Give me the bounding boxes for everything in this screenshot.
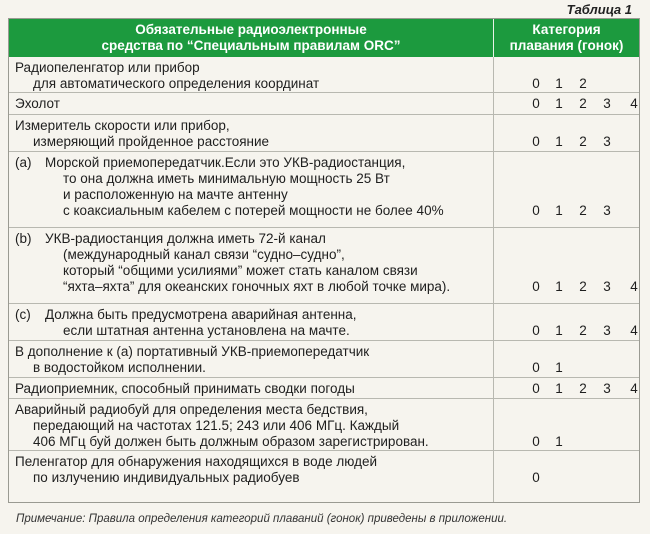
category-cell bbox=[494, 451, 639, 502]
category-value: 0 bbox=[532, 434, 540, 449]
table-row bbox=[9, 57, 639, 93]
category-value: 2 bbox=[579, 323, 587, 338]
table-caption: Таблица 1 bbox=[566, 2, 632, 17]
table-header bbox=[9, 19, 639, 57]
category-cell bbox=[494, 152, 639, 227]
category-value: 1 bbox=[555, 203, 563, 218]
category-cell bbox=[494, 115, 639, 151]
header-category-line2: плавания (гонок) bbox=[509, 38, 624, 53]
description-line: Радиопеленгатор или прибор bbox=[15, 60, 200, 75]
description-line: 406 МГц буй должен быть должным образом зарегистрирован. bbox=[33, 434, 429, 449]
category-cell bbox=[494, 93, 639, 114]
category-value: 3 bbox=[603, 203, 611, 218]
table-row bbox=[9, 93, 639, 115]
description-line: Измеритель скорости или прибор, bbox=[15, 118, 230, 133]
item-marker: (c) bbox=[15, 307, 31, 322]
description-line: Пеленгатор для обнаружения находящихся в воде людей bbox=[15, 454, 378, 469]
description-line: УКВ-радиостанция должна иметь 72-й канал bbox=[45, 231, 326, 246]
description-line: который “общими усилиями” может стать каналом связи bbox=[63, 263, 418, 278]
category-value: 4 bbox=[630, 381, 638, 396]
category-value: 2 bbox=[579, 76, 587, 91]
description-line: с коаксиальным кабелем с потерей мощности не более 40% bbox=[63, 203, 444, 218]
header-equipment-line1: Обязательные радиоэлектронные bbox=[135, 22, 367, 37]
description-line: Морской приемопередатчик.Если это УКВ-радиостанция, bbox=[45, 155, 406, 170]
description-line: то она должна иметь минимальную мощность 25 Вт bbox=[63, 171, 390, 186]
equipment-description bbox=[9, 378, 494, 398]
category-cell bbox=[494, 228, 639, 303]
description-line: по излучению индивидуальных радиобуев bbox=[33, 470, 300, 485]
table-row bbox=[9, 228, 639, 304]
category-value: 0 bbox=[532, 76, 540, 91]
category-value: 1 bbox=[555, 360, 563, 375]
description-line: Эхолот bbox=[15, 96, 60, 111]
description-line: В дополнение к (а) портативный УКВ-приемопередатчик bbox=[15, 344, 370, 359]
description-line: в водостойком исполнении. bbox=[33, 360, 206, 375]
category-value: 2 bbox=[579, 203, 587, 218]
category-value: 4 bbox=[630, 323, 638, 338]
category-cell bbox=[494, 378, 639, 398]
category-value: 2 bbox=[579, 279, 587, 294]
category-value: 0 bbox=[532, 134, 540, 149]
equipment-description bbox=[9, 399, 494, 450]
category-cell bbox=[494, 304, 639, 340]
table-row bbox=[9, 451, 639, 502]
category-cell bbox=[494, 399, 639, 450]
category-value: 2 bbox=[579, 134, 587, 149]
description-line: измеряющий пройденное расстояние bbox=[33, 134, 270, 149]
description-line: передающий на частотах 121.5; 243 или 406 МГц. Каждый bbox=[33, 418, 400, 433]
table-row bbox=[9, 378, 639, 399]
equipment-description bbox=[9, 152, 494, 227]
table-body bbox=[9, 57, 639, 502]
table-note: Примечание: Правила определения категорий плаваний (гонок) приведены в приложении. bbox=[16, 513, 508, 525]
category-value: 4 bbox=[630, 279, 638, 294]
equipment-description bbox=[9, 228, 494, 303]
table-row bbox=[9, 341, 639, 378]
category-value: 3 bbox=[603, 96, 611, 111]
category-value: 2 bbox=[579, 381, 587, 396]
header-equipment-line2: средства по “Специальным правилам ORC” bbox=[101, 38, 401, 53]
description-line: и расположенную на мачте антенну bbox=[63, 187, 288, 202]
table-row bbox=[9, 304, 639, 341]
category-value: 1 bbox=[555, 434, 563, 449]
header-equipment bbox=[9, 19, 494, 57]
equipment-description bbox=[9, 115, 494, 151]
category-value: 0 bbox=[532, 323, 540, 338]
category-value: 1 bbox=[555, 279, 563, 294]
description-line: Должна быть предусмотрена аварийная антенна, bbox=[45, 307, 357, 322]
category-value: 0 bbox=[532, 381, 540, 396]
equipment-table bbox=[8, 18, 640, 503]
category-value: 0 bbox=[532, 96, 540, 111]
description-line: “яхта–яхта” для океанских гоночных яхт в любой точке мира). bbox=[63, 279, 451, 294]
table-row bbox=[9, 152, 639, 228]
description-line: Радиоприемник, способный принимать сводки погоды bbox=[15, 381, 355, 396]
category-value: 0 bbox=[532, 279, 540, 294]
equipment-description bbox=[9, 451, 494, 502]
category-value: 1 bbox=[555, 96, 563, 111]
category-value: 0 bbox=[532, 203, 540, 218]
item-marker: (a) bbox=[15, 155, 32, 170]
item-marker: (b) bbox=[15, 231, 32, 246]
header-category-line1: Категория bbox=[532, 22, 601, 37]
equipment-description bbox=[9, 341, 494, 377]
description-line: если штатная антенна установлена на мачте. bbox=[63, 323, 350, 338]
category-value: 1 bbox=[555, 76, 563, 91]
table-row bbox=[9, 399, 639, 451]
category-value: 3 bbox=[603, 279, 611, 294]
category-value: 4 bbox=[630, 96, 638, 111]
category-value: 1 bbox=[555, 381, 563, 396]
description-line: для автоматического определения координат bbox=[33, 76, 320, 91]
category-value: 0 bbox=[532, 470, 540, 485]
category-cell bbox=[494, 341, 639, 377]
category-value: 2 bbox=[579, 96, 587, 111]
equipment-description bbox=[9, 93, 494, 114]
category-value: 3 bbox=[603, 381, 611, 396]
equipment-description bbox=[9, 304, 494, 340]
header-category bbox=[494, 19, 639, 57]
category-value: 1 bbox=[555, 323, 563, 338]
description-line: (международный канал связи “судно–судно”, bbox=[63, 247, 345, 262]
table-row bbox=[9, 115, 639, 152]
description-line: Аварийный радиобуй для определения места бедствия, bbox=[15, 402, 368, 417]
category-value: 3 bbox=[603, 323, 611, 338]
equipment-description bbox=[9, 57, 494, 92]
category-value: 1 bbox=[555, 134, 563, 149]
category-cell bbox=[494, 57, 639, 92]
category-value: 3 bbox=[603, 134, 611, 149]
category-value: 0 bbox=[532, 360, 540, 375]
